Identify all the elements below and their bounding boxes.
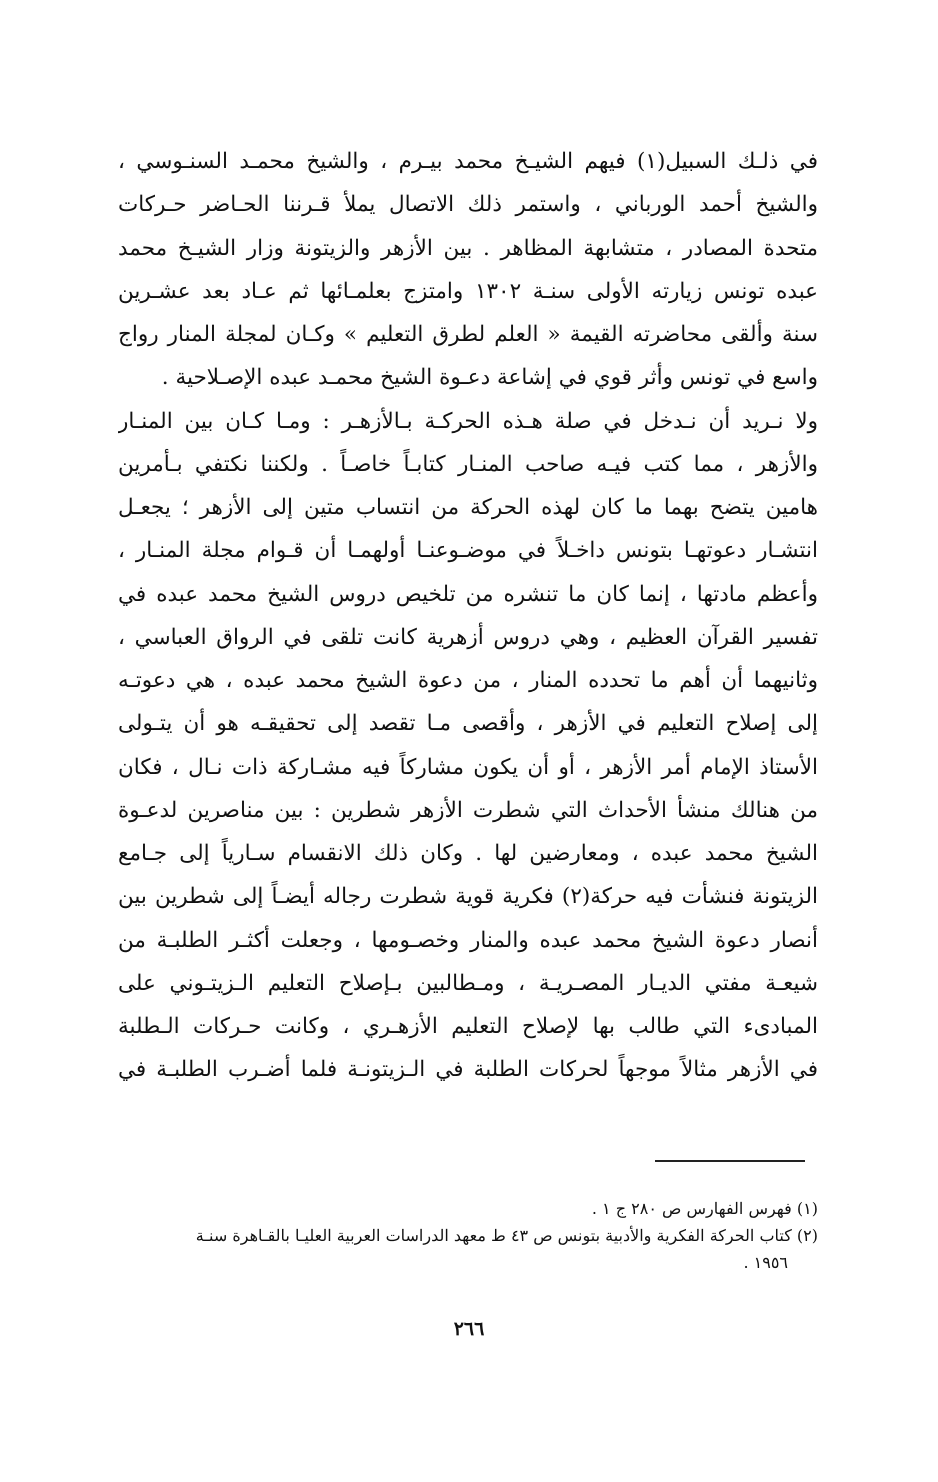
text-line: والشيخ أحمد الورباني ، واستمر ذلك الاتصال يملأ قـرننا الحـاضر حـركات: [118, 192, 818, 218]
text-line: في ذلـك السبيل(١) فيهم الشيـخ محمد بيـرم ، والشيخ محمـد السنـوسي ،: [118, 149, 818, 174]
text-line: إلى إصلاح التعليم في الأزهر ، وأقصى مـا تقصد إلى تحقيقـه هو أن يتـولى: [118, 711, 818, 737]
footnote-2: (٢) كتاب الحركة الفكرية والأدبية بتونس ص ٤٣ ط معهد الدراسات العربية العليـا بالقـاهرة سنـة: [195, 1226, 818, 1245]
body-text: [118, 140, 818, 1092]
text-line: عبده تونس زيارته الأولى سنـة ١٣٠٢ وامتزج بعلمـائها ثم عـاد بعد عشـرين: [118, 278, 818, 304]
text-line: تفسير القرآن العظيم ، وهي دروس أزهرية كانت تلقى في الرواق العباسي ،: [118, 624, 818, 650]
text-line: انتشـار دعوتهـا بتونس داخـلاً في موضـوعنـا أولهمـا أن قـوام مجلة المنـار ،: [118, 538, 818, 564]
text-line: أنصار دعوة الشيخ محمد عبده والمنار وخصـومها ، وجعلت أكثـر الطلبـة من: [118, 927, 818, 953]
text-line: واسع في تونس وأثر قوي في إشاعة دعـوة الشيخ محمـد عبده الإصـلاحية .: [161, 365, 818, 391]
text-line: وثانيهما أن أهم ما تحدده المنار ، من دعوة الشيخ محمد عبده ، هي دعوتـه: [118, 668, 818, 693]
page-number: ٢٦٦: [453, 1318, 485, 1340]
text-line: سنة وألقى محاضرته القيمة « العلم لطرق التعليم » وكـان لمجلة المنار رواج: [118, 322, 818, 347]
text-line: في الأزهر مثالاً موجهاً لحركات الطلبة في الـزيتونـة فلما أضـرب الطلبـة في: [118, 1057, 818, 1083]
text-line: والأزهر ، مما كتب فيـه صاحب المنـار كتابـاً خاصـاً . ولكننا نكتفي بـأمرين: [118, 451, 818, 477]
footnote-separator: [655, 1160, 805, 1162]
text-line: شيعـة مفتي الديـار المصـريـة ، ومـطالبين بـإصلاح التعليم الـزيتـوني على: [118, 970, 818, 996]
footnote-1: (١) فهرس الفهارس ص ٢٨٠ ج ١ .: [591, 1199, 818, 1218]
footnotes: [118, 1195, 818, 1276]
text-line: ولا نـريد أن نـدخل في صلة هـذه الحركـة بـالأزهـر : ومـا كـان بين المنـار: [118, 408, 818, 434]
footnote-2-continuation: ١٩٥٦ .: [743, 1253, 788, 1272]
text-line: الزيتونة فنشأت فيه حركة(٢) فكرية قوية شطرت رجاله أيضـاً إلى شطرين بين: [118, 884, 818, 910]
text-line: وأعظم مادتها ، إنما كان ما تنشره من تلخيص دروس الشيخ محمد عبده في: [118, 581, 818, 607]
text-line: المبادىء التي طالب بها لإصلاح التعليم الأزهـري ، وكانت حـركات الـطلبة: [118, 1014, 818, 1039]
text-line: هامين يتضح بهما ما كان لهذه الحركة من انتساب متين إلى الأزهر ؛ يجعـل: [118, 495, 818, 520]
text-line: الأستاذ الإمام أمر الأزهر ، أو أن يكون مشاركاً فيه مشـاركة ذات نـال ، فكان: [118, 754, 818, 780]
text-line: من هنالك منشأ الأحداث التي شطرت الأزهر شطرين : بين مناصرين لدعـوة: [118, 797, 818, 823]
text-line: الشيخ محمد عبده ، ومعارضين لها . وكان ذلك الانقسام سـارياً إلى جـامع: [118, 841, 818, 866]
text-line: متحدة المصادر ، متشابهة المظاهر . بين الأزهر والزيتونة وزار الشيـخ محمد: [118, 235, 818, 261]
